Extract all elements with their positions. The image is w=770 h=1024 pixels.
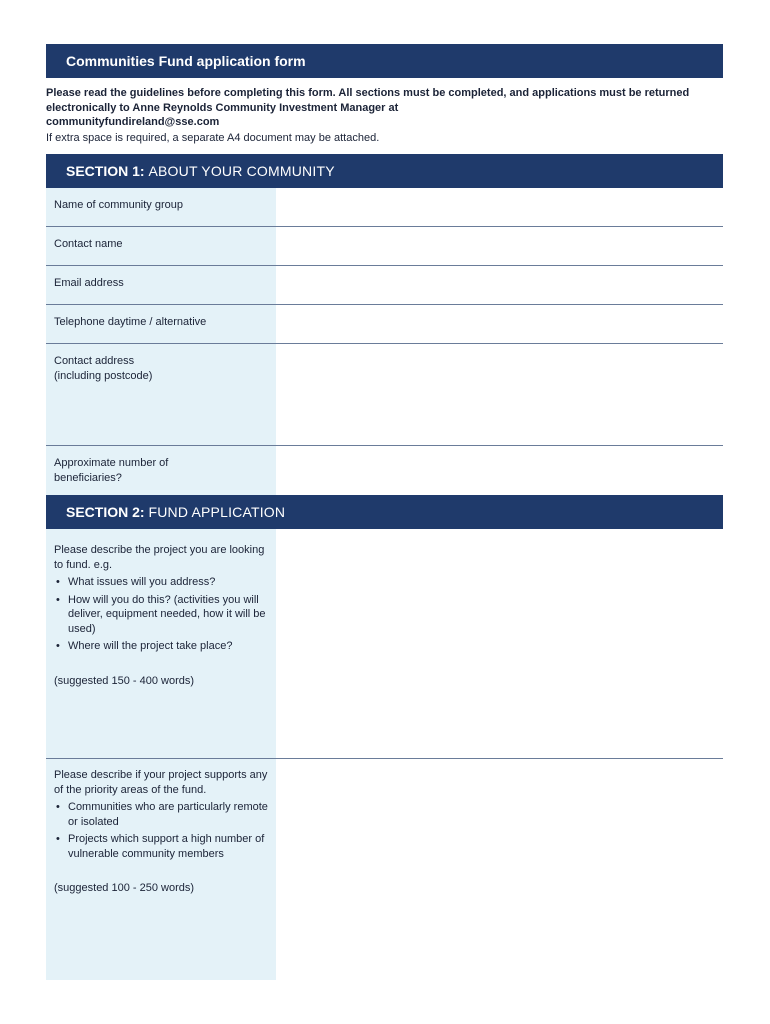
project-description-intro: Please describe the project you are looking to fund. e.g. — [54, 544, 265, 571]
field-row-telephone — [46, 305, 723, 344]
contact-address-label — [46, 344, 276, 445]
contact-name-input[interactable] — [276, 227, 723, 265]
list-item — [54, 800, 268, 829]
application-form — [46, 44, 723, 980]
field-row-contact-address — [46, 344, 723, 446]
project-description-bullets — [54, 575, 268, 654]
field-row-beneficiaries — [46, 446, 723, 495]
community-group-label-text: Name of community group — [54, 199, 183, 211]
priority-areas-intro: Please describe if your project supports any of the priority areas of the fund. — [54, 769, 268, 796]
priority-areas-label — [46, 759, 276, 980]
form-title: Communities Fund application form — [46, 44, 723, 78]
section-2-header — [46, 495, 723, 529]
telephone-label — [46, 305, 276, 343]
bullet-text: What issues will you address? — [68, 576, 216, 588]
bullet-dot: • — [56, 576, 60, 588]
email-label-text: Email address — [54, 277, 124, 289]
bullet-dot: • — [56, 640, 60, 652]
section-2-title: FUND APPLICATION — [148, 504, 286, 520]
contact-email: communityfundireland@sse.com — [46, 116, 220, 128]
list-item — [54, 639, 268, 654]
field-row-project-description — [46, 529, 723, 759]
bullet-dot: • — [56, 833, 60, 845]
contact-address-label-line2: (including postcode) — [54, 369, 153, 382]
priority-areas-bullets — [54, 800, 268, 861]
intro-block — [46, 86, 723, 145]
community-group-input[interactable] — [276, 188, 723, 226]
beneficiaries-input[interactable] — [276, 446, 723, 495]
field-row-community-group — [46, 188, 723, 227]
field-row-priority-areas — [46, 759, 723, 980]
email-input[interactable] — [276, 266, 723, 304]
community-group-label — [46, 188, 276, 226]
contact-address-label-line1: Contact address — [54, 355, 135, 367]
beneficiaries-cell — [276, 446, 723, 495]
project-description-cell — [276, 529, 723, 758]
telephone-label-text: Telephone daytime / alternative — [54, 316, 207, 328]
list-item — [54, 832, 268, 861]
project-description-word-guide: (suggested 150 - 400 words) — [54, 674, 195, 687]
email-cell — [276, 266, 723, 304]
bullet-text: Where will the project take place? — [68, 640, 233, 652]
telephone-cell — [276, 305, 723, 343]
contact-address-cell — [276, 344, 723, 445]
bullet-dot: • — [56, 593, 60, 606]
priority-areas-word-guide: (suggested 100 - 250 words) — [54, 882, 195, 894]
extra-space-note: If extra space is required, a separate A4 document may be attached. — [46, 131, 380, 144]
section-1-title: ABOUT YOUR COMMUNITY — [148, 163, 335, 179]
telephone-input[interactable] — [276, 305, 723, 343]
field-row-contact-name — [46, 227, 723, 266]
bullet-dot: • — [56, 801, 60, 813]
section-2-number: SECTION 2: — [66, 504, 145, 520]
community-group-cell — [276, 188, 723, 226]
project-description-input[interactable] — [276, 529, 723, 758]
section-1-header — [46, 154, 723, 188]
bullet-text: How will you do this? (activities you will deliver, equipment needed, how it will be used) — [68, 593, 266, 635]
contact-address-input[interactable] — [276, 344, 723, 445]
contact-name-label — [46, 227, 276, 265]
priority-areas-input[interactable] — [276, 759, 723, 980]
beneficiaries-label-line1: Approximate number of — [54, 457, 169, 469]
email-label — [46, 266, 276, 304]
project-description-label — [46, 529, 276, 758]
contact-name-cell — [276, 227, 723, 265]
intro-text: Please read the guidelines before completing this form. All sections must be completed, and applications must be returned electronically to Anne Reynolds Community Investment Manager at — [46, 87, 690, 114]
bullet-text: Communities who are particularly remote or isolated — [68, 801, 268, 828]
section-1-number: SECTION 1: — [66, 163, 145, 179]
bullet-text: Projects which support a high number of vulnerable community members — [68, 833, 265, 860]
list-item — [54, 593, 268, 637]
contact-name-label-text: Contact name — [54, 238, 123, 250]
beneficiaries-label-line2: beneficiaries? — [54, 471, 122, 484]
field-row-email — [46, 266, 723, 305]
priority-areas-cell — [276, 759, 723, 980]
list-item — [54, 575, 268, 590]
beneficiaries-label — [46, 446, 276, 495]
